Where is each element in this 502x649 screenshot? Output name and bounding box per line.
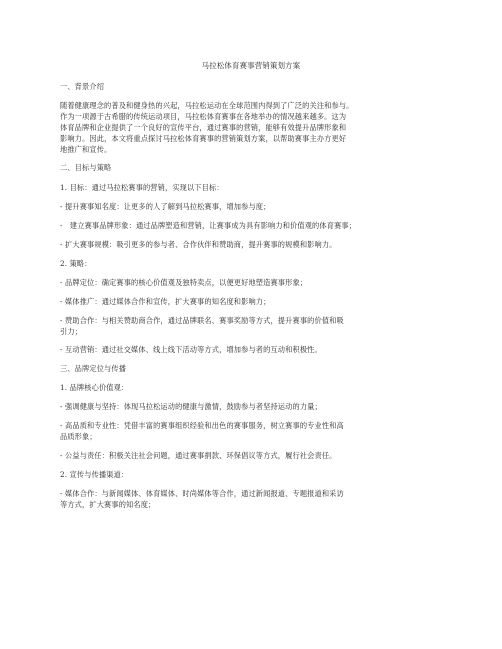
section-heading-brand: 三、品牌定位与传播 — [60, 364, 127, 373]
list-item: - 建立赛事品牌形象：通过品牌塑造和营销，让赛事成为具有影响力和价值观的体育赛事； — [60, 221, 357, 230]
list-item: - 强调健康与坚持：体现马拉松运动的健康与激情，鼓励参与者坚持运动的力量； — [60, 402, 322, 411]
list-item: - 品牌定位：确定赛事的核心价值观及独特卖点，以便更好地塑造赛事形象； — [60, 278, 308, 287]
subheading-goal: 1. 目标：通过马拉松赛事的营销，实现以下目标： — [60, 183, 224, 192]
list-item-continued: 引力； — [60, 327, 83, 336]
paragraph-line: 地推广和宣传。 — [60, 145, 112, 154]
paragraph-line: 随着健康理念的普及和健身热的兴起，马拉松运动在全球范围内得到了广泛的关注和参与。 — [60, 101, 354, 110]
list-item: - 互动营销：通过社交媒体、线上线下活动等方式，增加参与者的互动和积极性。 — [60, 345, 322, 354]
section-heading-background: 一、背景介绍 — [60, 82, 105, 91]
list-item: - 扩大赛事规模：吸引更多的参与者、合作伙伴和赞助商，提升赛事的规模和影响力。 — [60, 240, 337, 249]
subheading-channels: 2. 宣传与传播渠道： — [60, 470, 129, 479]
subheading-strategy: 2. 策略： — [60, 259, 92, 268]
section-heading-goals: 二、目标与策略 — [60, 163, 112, 172]
paragraph-line: 体育品牌和企业提供了一个良好的宣传平台，通过赛事的营销，能够有效提升品牌形象和 — [60, 123, 347, 132]
paragraph-line: 作为一项源于古希腊的传统运动项目，马拉松体育赛事在各地举办的情况越来越多。这为 — [60, 112, 347, 121]
list-item: - 提升赛事知名度：让更多的人了解到马拉松赛事，增加参与度； — [60, 202, 271, 211]
paragraph-line: 影响力。因此，本文将重点探讨马拉松体育赛事的营销策划方案，以帮助赛事主办方更好 — [60, 134, 347, 143]
list-item-continued: 品质形象； — [60, 432, 97, 441]
list-item: - 赞助合作：与相关赞助商合作，通过品牌联名、赛事奖励等方式，提升赛事的价值和吸 — [60, 316, 344, 325]
subheading-core-values: 1. 品牌核心价值观： — [60, 383, 129, 392]
list-item: - 公益与责任：积极关注社会问题，通过赛事捐款、环保倡议等方式，履行社会责任。 — [60, 451, 337, 460]
list-item: - 媒体合作：与新闻媒体、体育媒体、时尚媒体等合作，通过新闻报道、专题报道和采访 — [60, 489, 344, 498]
list-item: - 媒体推广：通过媒体合作和宣传，扩大赛事的知名度和影响力； — [60, 297, 271, 306]
list-item-continued: 等方式，扩大赛事的知名度； — [60, 500, 156, 509]
list-item: - 高品质和专业性：凭借丰富的赛事组织经验和出色的赛事服务，树立赛事的专业性和高 — [60, 421, 344, 430]
document-title: 马拉松体育赛事营销策划方案 — [201, 61, 301, 70]
